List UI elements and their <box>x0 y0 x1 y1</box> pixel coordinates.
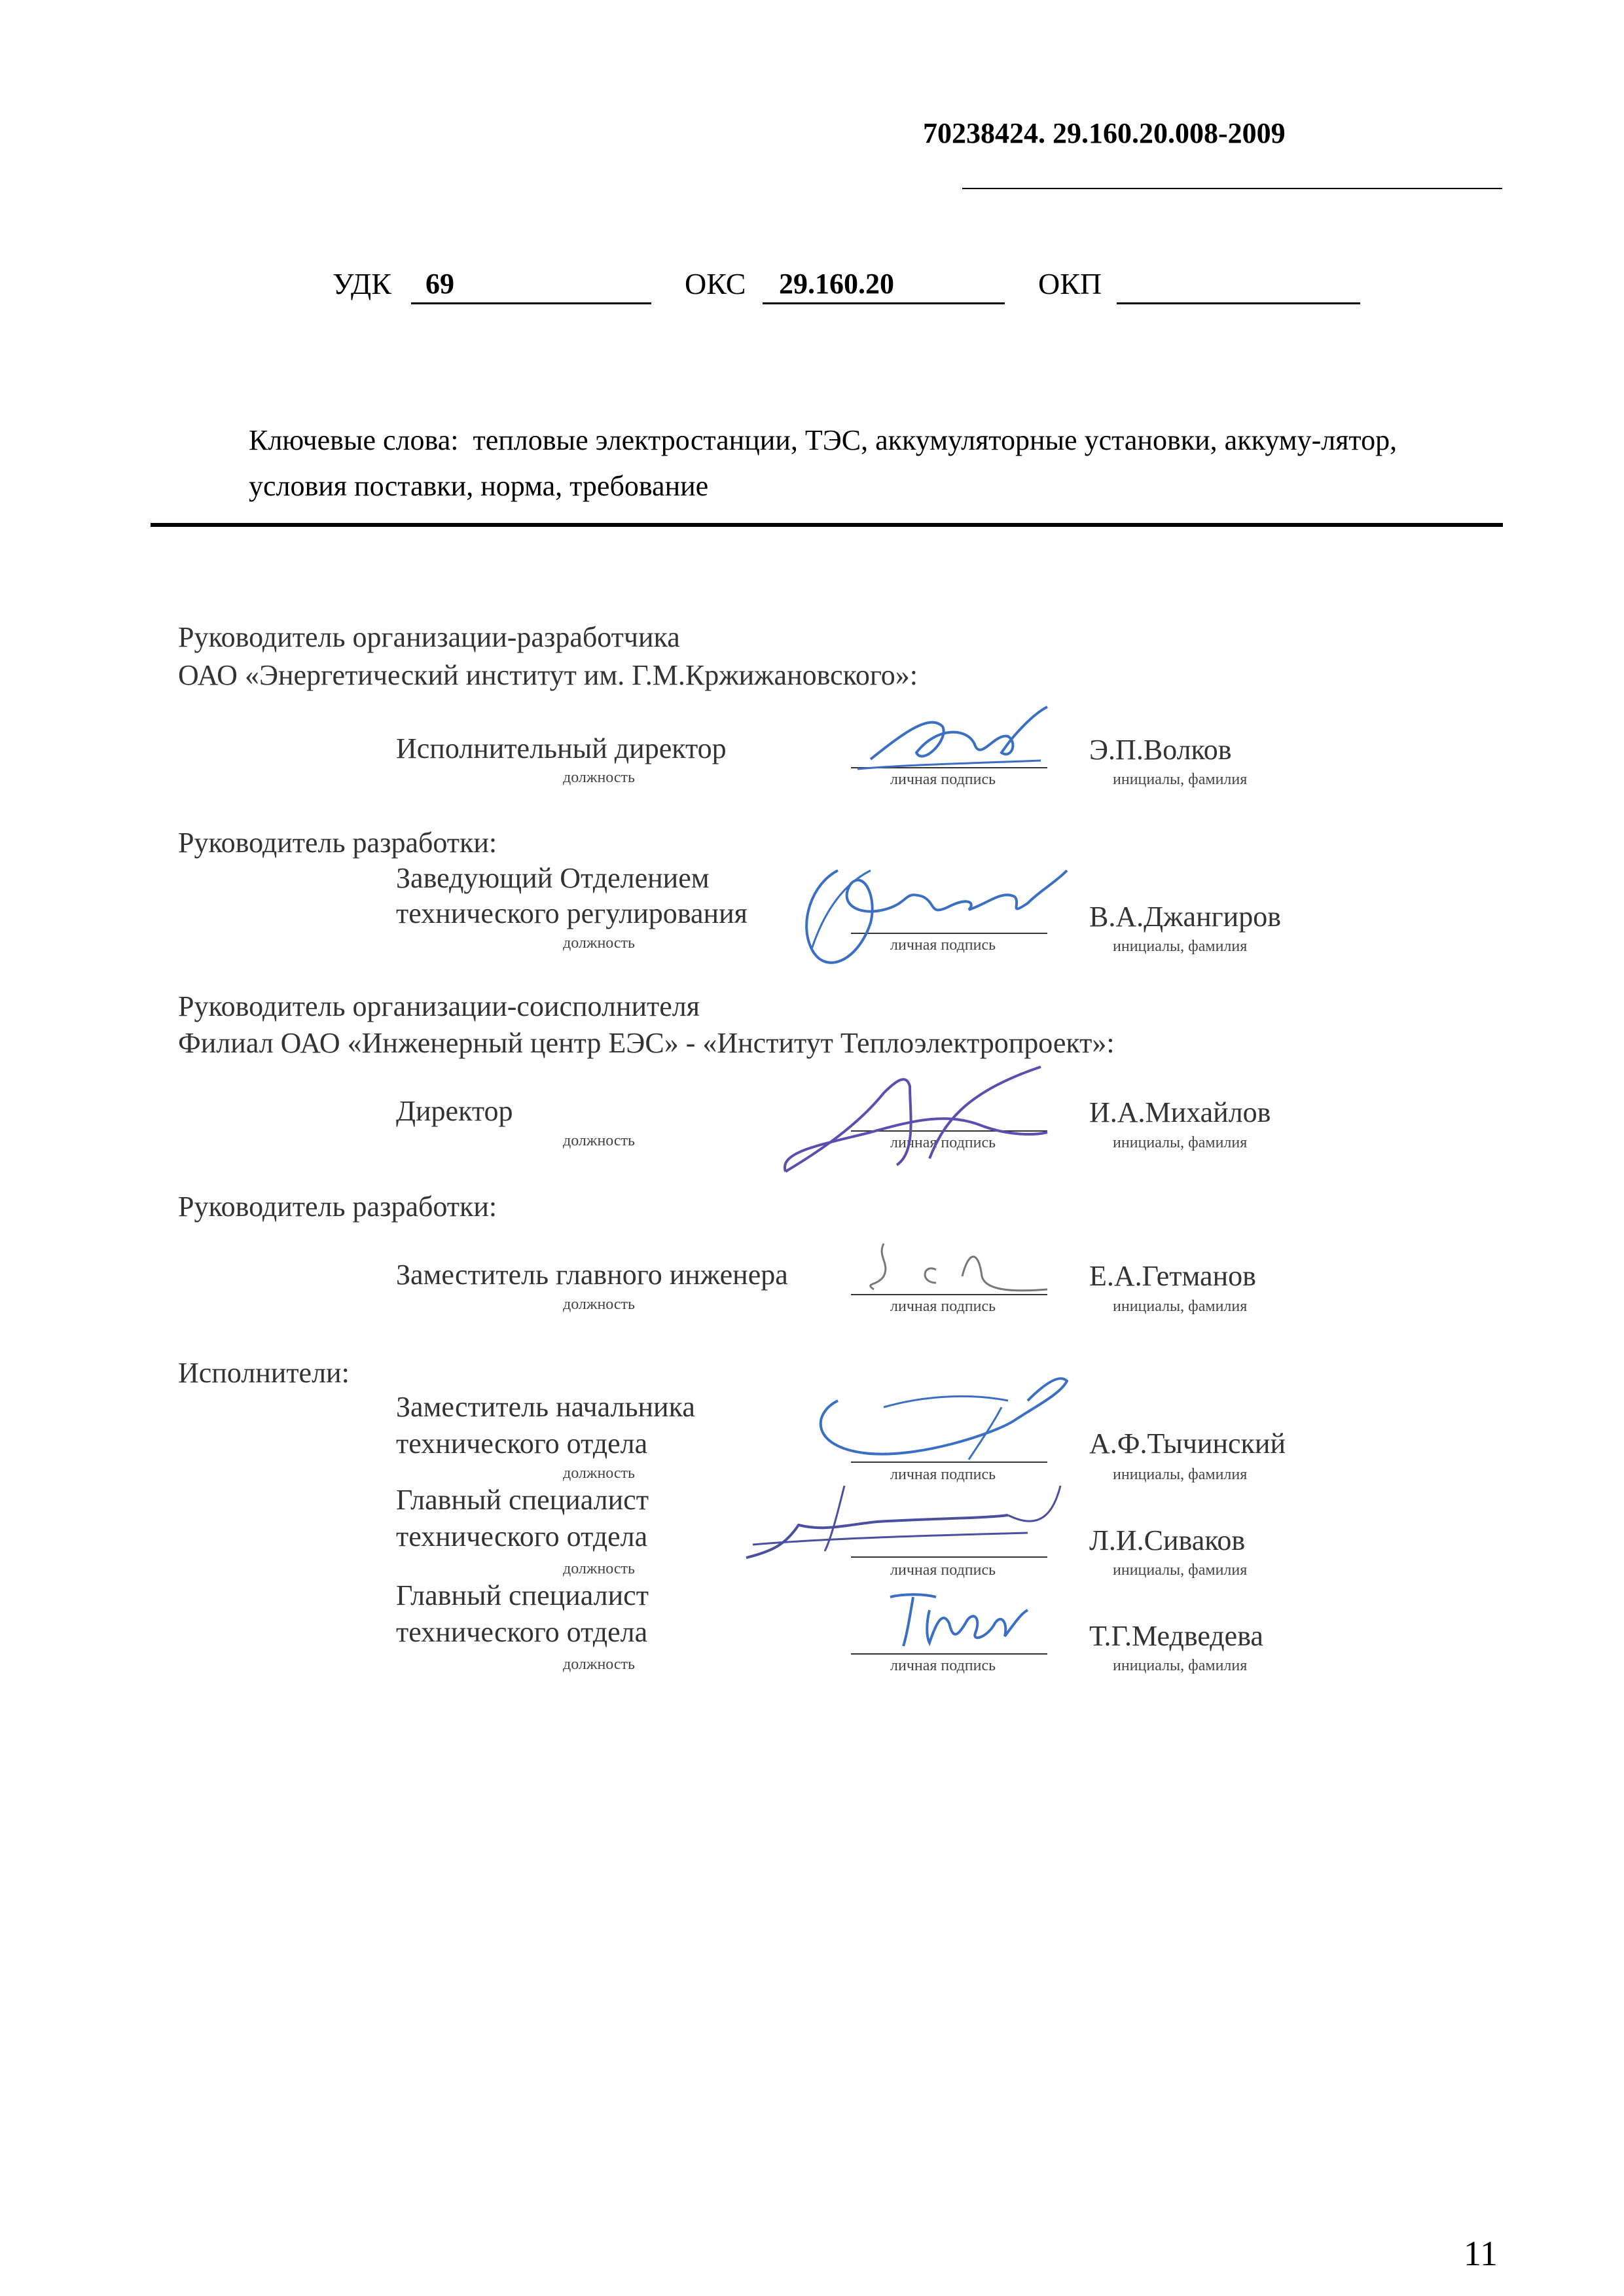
executor-position-1: Главный специалист <box>396 1484 649 1516</box>
developer-position: Исполнительный директор <box>396 732 727 764</box>
developer-name: Э.П.Волков <box>1089 734 1232 766</box>
executor-position-1: Заместитель начальника <box>396 1391 695 1423</box>
oks-value: 29.160.20 <box>779 268 894 300</box>
oks-field-line <box>763 302 1005 304</box>
coexecutor-name: И.А.Михайлов <box>1089 1096 1271 1128</box>
document-code: 70238424. 29.160.20.008-2009 <box>923 117 1286 149</box>
name-caption: инициалы, фамилия <box>1113 1562 1248 1579</box>
oks-label: ОКС <box>685 267 746 300</box>
signature-caption: личная подпись <box>890 771 996 788</box>
udk-field-line <box>411 302 651 304</box>
signature-dzhangirov <box>772 844 1074 995</box>
development-head-name: В.А.Джангиров <box>1089 901 1281 933</box>
position-caption: должность <box>563 1132 635 1149</box>
signature-caption: личная подпись <box>890 1134 996 1151</box>
page-number: 11 <box>1464 2234 1498 2273</box>
executor-position-2: технического отдела <box>396 1616 648 1648</box>
development-head-2-name: Е.А.Гетманов <box>1089 1260 1256 1292</box>
name-caption: инициалы, фамилия <box>1113 1298 1248 1315</box>
keywords-paragraph <box>249 418 1492 509</box>
development-head-2-position: Заместитель главного инженера <box>396 1259 788 1291</box>
name-caption: инициалы, фамилия <box>1113 938 1248 955</box>
coexecutor-position: Директор <box>396 1095 513 1127</box>
signature-caption: личная подпись <box>890 1298 996 1315</box>
name-caption: инициалы, фамилия <box>1113 1657 1248 1674</box>
section-divider <box>151 523 1503 527</box>
keywords-text: тепловые электростанции, ТЭС, аккумуляторные установки, аккуму-лятор, условия поставки, норма, требование <box>249 424 1398 502</box>
position-caption: должность <box>563 1560 635 1577</box>
signature-caption: личная подпись <box>890 1466 996 1483</box>
signature-volkov <box>844 687 1060 792</box>
signature-mikhailov <box>766 1054 1060 1185</box>
position-caption: должность <box>563 769 635 786</box>
signature-tychinsky <box>799 1368 1087 1466</box>
executor-position-1: Главный специалист <box>396 1579 649 1611</box>
okp-field-line <box>1117 302 1360 304</box>
signature-caption: личная подпись <box>890 937 996 954</box>
executor-name: Т.Г.Медведева <box>1089 1620 1263 1652</box>
position-caption: должность <box>563 1656 635 1673</box>
name-caption: инициалы, фамилия <box>1113 1134 1248 1151</box>
position-caption: должность <box>563 935 635 952</box>
signature-medvedeva <box>877 1584 1034 1656</box>
name-caption: инициалы, фамилия <box>1113 771 1248 788</box>
development-head-heading: Руководитель разработки: <box>178 827 497 859</box>
development-head-position-1: Заведующий Отделением <box>396 862 710 894</box>
developer-org-heading-2: ОАО «Энергетический институт им. Г.М.Кржижановского»: <box>178 659 918 691</box>
okp-label: ОКП <box>1038 267 1102 300</box>
signature-sivakov <box>733 1473 1087 1577</box>
name-caption: инициалы, фамилия <box>1113 1466 1248 1483</box>
udk-value: 69 <box>425 268 454 300</box>
position-caption: должность <box>563 1465 635 1482</box>
position-caption: должность <box>563 1296 635 1313</box>
executor-position-2: технического отдела <box>396 1520 648 1552</box>
signature-caption: личная подпись <box>890 1657 996 1674</box>
executor-name: Л.И.Сиваков <box>1089 1524 1246 1556</box>
udk-label: УДК <box>333 267 391 300</box>
executor-position-2: технического отдела <box>396 1427 648 1460</box>
executor-name: А.Ф.Тычинский <box>1089 1427 1286 1460</box>
coexecutor-org-heading-2: Филиал ОАО «Инженерный центр ЕЭС» - «Институт Теплоэлектропроект»: <box>178 1027 1115 1059</box>
executors-heading: Исполнители: <box>178 1357 350 1389</box>
signature-getmanov <box>838 1230 1060 1302</box>
developer-org-heading-1: Руководитель организации-разработчика <box>178 621 680 653</box>
signature-caption: личная подпись <box>890 1562 996 1579</box>
development-head-2-heading: Руководитель разработки: <box>178 1191 497 1223</box>
keywords-label: Ключевые слова: <box>249 424 459 456</box>
document-code-rule <box>962 188 1502 189</box>
development-head-position-2: технического регулирования <box>396 897 748 929</box>
coexecutor-org-heading-1: Руководитель организации-соисполнителя <box>178 990 700 1022</box>
